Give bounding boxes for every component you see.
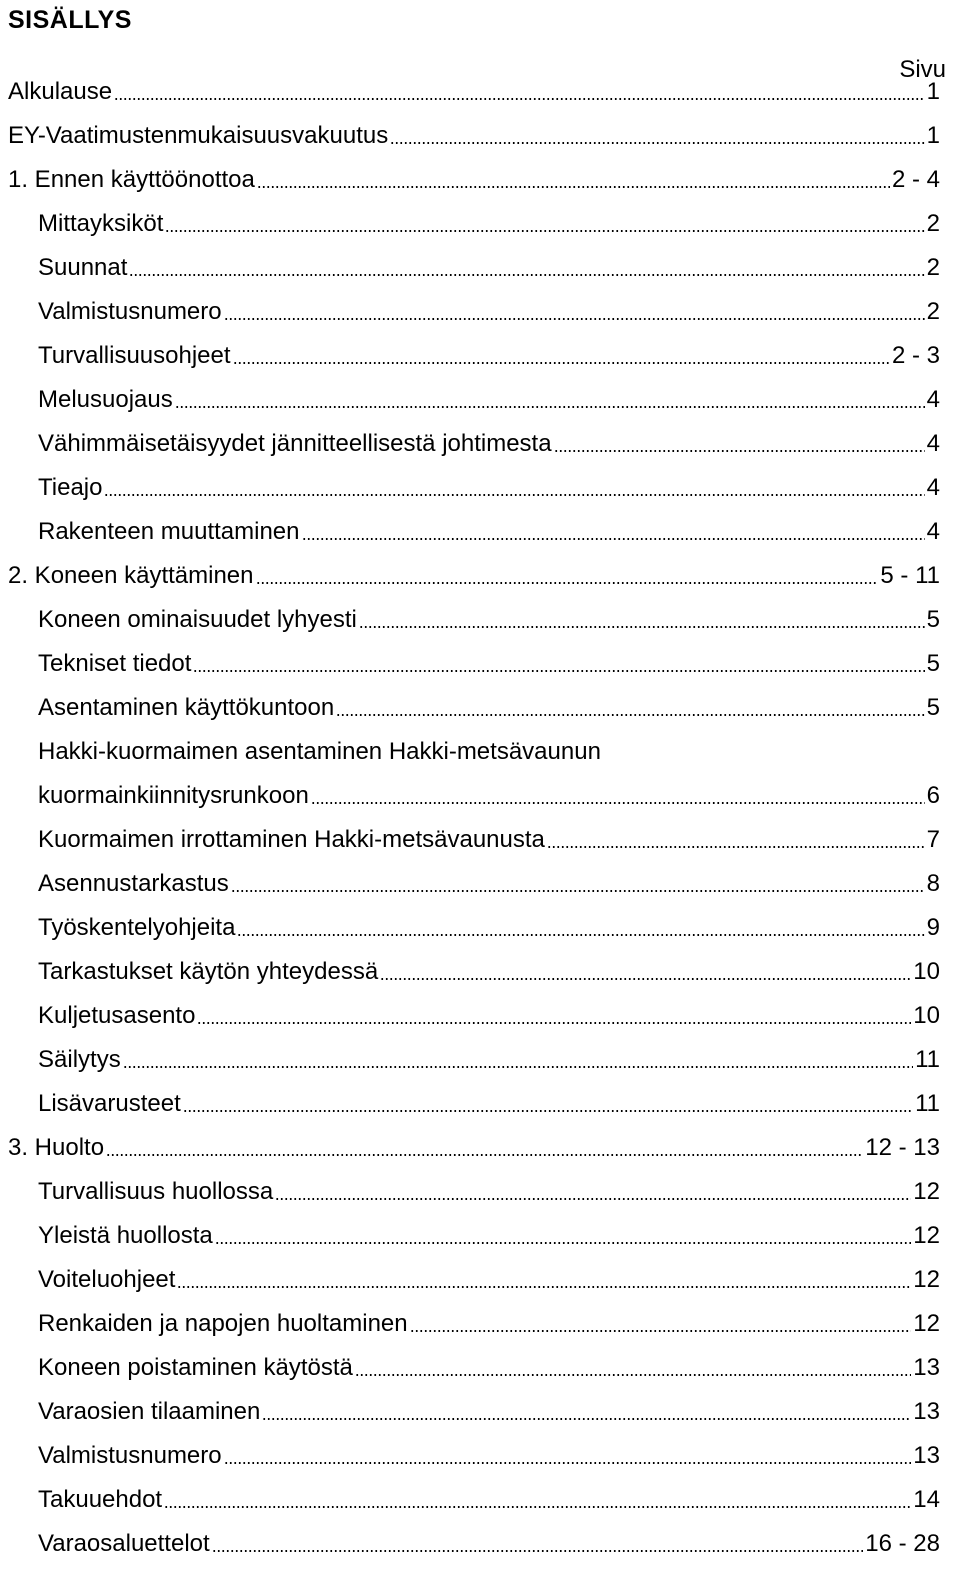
toc-entry[interactable] bbox=[0, 598, 960, 642]
toc-entry-label: Säilytys bbox=[38, 1046, 121, 1073]
toc-entry-row bbox=[8, 1126, 940, 1170]
toc-entry-page: 9 bbox=[926, 914, 940, 941]
toc-entry-row bbox=[38, 246, 940, 290]
toc-entry[interactable] bbox=[0, 466, 960, 510]
toc-entry-label: Tarkastukset käytön yhteydessä bbox=[38, 958, 379, 985]
dot-leader bbox=[410, 1330, 912, 1332]
toc-entry-page: 5 bbox=[926, 694, 940, 721]
toc-entry-page: 5 - 11 bbox=[880, 562, 940, 589]
toc-entry[interactable] bbox=[0, 1126, 960, 1170]
toc-entry[interactable] bbox=[0, 114, 960, 158]
toc-entry-row bbox=[38, 1258, 940, 1302]
toc-entry-label: Renkaiden ja napojen huoltaminen bbox=[38, 1310, 408, 1337]
toc-entry[interactable] bbox=[0, 1390, 960, 1434]
toc-entry-label-line1: Hakki-kuormaimen asentaminen Hakki-metsävaunun bbox=[38, 738, 601, 765]
toc-entry-row bbox=[38, 1038, 940, 1082]
dot-leader bbox=[257, 186, 890, 188]
toc-entry[interactable] bbox=[0, 202, 960, 246]
toc-entry-page: 2 bbox=[926, 298, 940, 325]
toc-entry-row bbox=[38, 686, 940, 730]
dot-leader bbox=[177, 1286, 911, 1288]
dot-leader bbox=[262, 1418, 911, 1420]
dot-leader bbox=[275, 1198, 911, 1200]
table-of-contents bbox=[0, 70, 960, 1566]
toc-entry-row bbox=[38, 202, 940, 246]
toc-entry-row bbox=[38, 1214, 940, 1258]
toc-entry-label: Varaosaluettelot bbox=[38, 1530, 210, 1557]
toc-entry-label: Rakenteen muuttaminen bbox=[38, 518, 300, 545]
toc-entry[interactable] bbox=[0, 70, 960, 114]
toc-entry-label: Suunnat bbox=[38, 254, 128, 281]
dot-leader bbox=[302, 538, 925, 540]
dot-leader bbox=[256, 582, 879, 584]
toc-entry[interactable] bbox=[0, 422, 960, 466]
toc-entry-label: Mittayksiköt bbox=[38, 210, 164, 237]
toc-entry[interactable] bbox=[0, 510, 960, 554]
toc-entry-page: 5 bbox=[926, 606, 940, 633]
toc-entry-row bbox=[8, 70, 940, 114]
toc-entry-label: Tieajo bbox=[38, 474, 103, 501]
toc-entry-label: Turvallisuus huollossa bbox=[38, 1178, 274, 1205]
dot-leader bbox=[197, 1022, 911, 1024]
toc-entry-row bbox=[8, 554, 940, 598]
toc-entry-label: kuormainkiinnitysrunkoon bbox=[38, 782, 309, 809]
dot-leader bbox=[224, 1462, 912, 1464]
toc-entry-label: Vähimmäisetäisyydet jännitteellisestä johtimesta bbox=[38, 430, 552, 457]
toc-entry-row bbox=[38, 1522, 940, 1566]
toc-entry-row bbox=[38, 818, 940, 862]
toc-entry-label: Valmistusnumero bbox=[38, 1442, 222, 1469]
toc-entry[interactable] bbox=[0, 1038, 960, 1082]
toc-entry-label: Työskentelyohjeita bbox=[38, 914, 236, 941]
toc-entry-page: 4 bbox=[926, 430, 940, 457]
toc-entry[interactable] bbox=[0, 1522, 960, 1566]
toc-entry-page: 1 bbox=[926, 122, 940, 149]
toc-entry-row bbox=[38, 1082, 940, 1126]
toc-entry-row bbox=[38, 642, 940, 686]
dot-leader bbox=[336, 714, 924, 716]
toc-entry-page: 7 bbox=[926, 826, 940, 853]
toc-entry-page: 14 bbox=[913, 1486, 940, 1513]
toc-entry-label: Kuljetusasento bbox=[38, 1002, 196, 1029]
toc-entry-row bbox=[38, 466, 940, 510]
toc-entry-label: Tekniset tiedot bbox=[38, 650, 192, 677]
page-column-header: Sivu bbox=[899, 56, 946, 83]
toc-entry[interactable] bbox=[0, 246, 960, 290]
toc-entry-label: Varaosien tilaaminen bbox=[38, 1398, 261, 1425]
toc-entry-row bbox=[38, 1434, 940, 1478]
toc-entry-label: 1. Ennen käyttöönottoa bbox=[8, 166, 255, 193]
toc-entry[interactable] bbox=[0, 378, 960, 422]
dot-leader bbox=[547, 846, 925, 848]
dot-leader bbox=[380, 978, 911, 980]
toc-entry[interactable] bbox=[0, 642, 960, 686]
toc-entry-page: 13 bbox=[913, 1442, 940, 1469]
dot-leader bbox=[237, 934, 924, 936]
dot-leader bbox=[224, 318, 925, 320]
toc-entry[interactable] bbox=[0, 730, 960, 818]
toc-entry-page: 1 bbox=[926, 78, 940, 105]
dot-leader bbox=[114, 98, 925, 100]
toc-entry-label: 3. Huolto bbox=[8, 1134, 105, 1161]
toc-entry-label: Alkulause bbox=[8, 78, 113, 105]
toc-entry[interactable] bbox=[0, 290, 960, 334]
toc-entry-row bbox=[38, 378, 940, 422]
dot-leader bbox=[123, 1066, 913, 1068]
toc-entry[interactable] bbox=[0, 818, 960, 862]
dot-leader bbox=[164, 1506, 911, 1508]
toc-entry-page: 11 bbox=[915, 1046, 940, 1073]
toc-entry-page: 12 bbox=[913, 1310, 940, 1337]
toc-entry-page: 4 bbox=[926, 386, 940, 413]
toc-entry[interactable] bbox=[0, 994, 960, 1038]
toc-entry-row bbox=[38, 1478, 940, 1522]
dot-leader bbox=[215, 1242, 912, 1244]
toc-entry-row bbox=[38, 334, 940, 378]
toc-entry-page: 2 - 3 bbox=[891, 342, 940, 369]
toc-entry[interactable] bbox=[0, 158, 960, 202]
toc-entry-page: 4 bbox=[926, 474, 940, 501]
toc-entry-row bbox=[38, 862, 940, 906]
toc-entry-row bbox=[38, 1390, 940, 1434]
toc-entry[interactable] bbox=[0, 950, 960, 994]
toc-entry-label: Valmistusnumero bbox=[38, 298, 222, 325]
toc-entry-page: 2 bbox=[926, 210, 940, 237]
toc-entry-page: 12 bbox=[913, 1222, 940, 1249]
toc-entry-row bbox=[38, 1170, 940, 1214]
dot-leader bbox=[355, 1374, 911, 1376]
dot-leader bbox=[106, 1154, 863, 1156]
toc-entry-row bbox=[38, 1346, 940, 1390]
toc-entry[interactable] bbox=[0, 1214, 960, 1258]
dot-leader bbox=[175, 406, 925, 408]
toc-entry-label: 2. Koneen käyttäminen bbox=[8, 562, 254, 589]
toc-entry-row bbox=[38, 422, 940, 466]
toc-entry[interactable] bbox=[0, 1082, 960, 1126]
toc-entry[interactable] bbox=[0, 1478, 960, 1522]
dot-leader bbox=[390, 142, 924, 144]
toc-entry-label: Melusuojaus bbox=[38, 386, 173, 413]
toc-entry-page: 2 - 4 bbox=[891, 166, 940, 193]
toc-entry-page: 16 - 28 bbox=[865, 1530, 940, 1557]
toc-entry[interactable] bbox=[0, 1346, 960, 1390]
toc-entry[interactable] bbox=[0, 334, 960, 378]
dot-leader bbox=[359, 626, 925, 628]
dot-leader bbox=[165, 230, 924, 232]
toc-entry-row bbox=[38, 950, 940, 994]
toc-entry-label: EY-Vaatimustenmukaisuusvakuutus bbox=[8, 122, 389, 149]
toc-entry-row bbox=[38, 290, 940, 334]
toc-entry-label: Takuuehdot bbox=[38, 1486, 163, 1513]
toc-entry-page: 11 bbox=[915, 1090, 940, 1117]
toc-entry-row bbox=[38, 774, 940, 818]
toc-entry-label: Yleistä huollosta bbox=[38, 1222, 213, 1249]
toc-entry-page: 5 bbox=[926, 650, 940, 677]
toc-entry[interactable] bbox=[0, 1170, 960, 1214]
toc-entry-page: 12 - 13 bbox=[865, 1134, 940, 1161]
dot-leader bbox=[183, 1110, 913, 1112]
toc-entry[interactable] bbox=[0, 1302, 960, 1346]
toc-entry-page: 8 bbox=[926, 870, 940, 897]
toc-entry[interactable] bbox=[0, 1434, 960, 1478]
dot-leader bbox=[233, 362, 890, 364]
toc-entry[interactable] bbox=[0, 1258, 960, 1302]
toc-entry-page: 10 bbox=[913, 1002, 940, 1029]
dot-leader bbox=[311, 802, 925, 804]
toc-entry-row bbox=[38, 906, 940, 950]
toc-entry-page: 12 bbox=[913, 1266, 940, 1293]
dot-leader bbox=[212, 1550, 864, 1552]
toc-entry-row bbox=[38, 1302, 940, 1346]
toc-entry-row bbox=[8, 114, 940, 158]
dot-leader bbox=[104, 494, 924, 496]
toc-entry[interactable] bbox=[0, 686, 960, 730]
toc-entry-row bbox=[38, 598, 940, 642]
dot-leader bbox=[231, 890, 925, 892]
toc-entry-label: Asentaminen käyttökuntoon bbox=[38, 694, 335, 721]
toc-entry-row bbox=[8, 158, 940, 202]
dot-leader bbox=[129, 274, 924, 276]
toc-entry-row bbox=[38, 510, 940, 554]
toc-entry-label: Lisävarusteet bbox=[38, 1090, 181, 1117]
toc-entry-label: Kuormaimen irrottaminen Hakki-metsävaunusta bbox=[38, 826, 545, 853]
toc-entry-page: 12 bbox=[913, 1178, 940, 1205]
page-title: SISÄLLYS bbox=[8, 6, 132, 34]
toc-entry-page: 2 bbox=[926, 254, 940, 281]
toc-entry-label: Koneen ominaisuudet lyhyesti bbox=[38, 606, 357, 633]
toc-entry-page: 13 bbox=[913, 1398, 940, 1425]
toc-entry-row bbox=[38, 994, 940, 1038]
toc-entry[interactable] bbox=[0, 554, 960, 598]
toc-entry-label: Asennustarkastus bbox=[38, 870, 229, 897]
toc-entry-label: Turvallisuusohjeet bbox=[38, 342, 231, 369]
toc-entry-page: 10 bbox=[913, 958, 940, 985]
toc-entry[interactable] bbox=[0, 862, 960, 906]
toc-entry-label: Voiteluohjeet bbox=[38, 1266, 176, 1293]
dot-leader bbox=[554, 450, 925, 452]
toc-entry-page: 4 bbox=[926, 518, 940, 545]
toc-entry-label: Koneen poistaminen käytöstä bbox=[38, 1354, 353, 1381]
toc-entry[interactable] bbox=[0, 906, 960, 950]
dot-leader bbox=[193, 670, 924, 672]
toc-entry-page: 6 bbox=[926, 782, 940, 809]
toc-entry-page: 13 bbox=[913, 1354, 940, 1381]
